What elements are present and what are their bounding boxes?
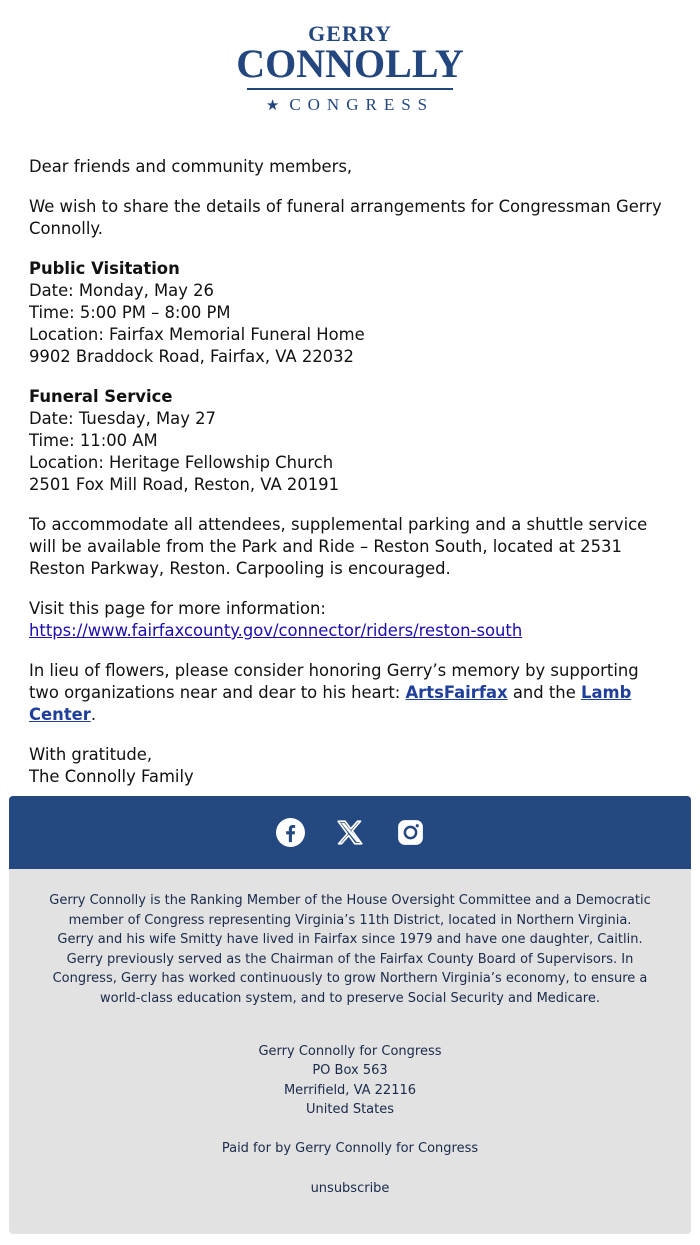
flowers-text: In lieu of flowers, please consider honoring Gerry’s memory by supporting two organizations near and dear to his heart:: [29, 661, 639, 702]
logo-last-name: CONNOLLY: [236, 41, 464, 86]
social-bar: [9, 796, 691, 869]
instagram-icon[interactable]: [395, 818, 425, 848]
flowers-text-and: and the: [507, 683, 581, 702]
closing: With gratitude,: [29, 745, 153, 764]
bio-text: Gerry Connolly is the Ranking Member of the House Oversight Committee and a Democratic member of Congress representing Virginia’s 11th District, located in Northern Virginia. Gerry and his wife Smitty have lived in Fairfax since 1979 and have one daughter, Caitlin. Gerry previously served as the Chairman of the Fairfax County Board of Supervisors. In Congress, Gerry has worked continuously to grow Northern Virginia’s economy, to ensure a world-class education system, and to preserve Social Security and Medicare.: [49, 893, 651, 1006]
visit-text: Visit this page for more information:: [29, 599, 326, 618]
x-icon[interactable]: [335, 818, 365, 848]
address-line: Merrifield, VA 22116: [283, 1082, 417, 1098]
service-heading: Funeral Service: [29, 387, 173, 406]
parking-paragraph: To accommodate all attendees, supplemental parking and a shuttle service will be available from the Park and Ride – Reston South, located at 2531 Reston Parkway, Reston. Carpooling is encouraged.: [29, 515, 648, 578]
address-line: Gerry Connolly for Congress: [258, 1043, 442, 1059]
visitation-time: Time: 5:00 PM – 8:00 PM: [29, 303, 231, 322]
greeting: Dear friends and community members,: [29, 157, 353, 176]
mailing-address: [9, 1042, 691, 1120]
visit-paragraph: [29, 598, 669, 642]
service-time: Time: 11:00 AM: [29, 431, 158, 450]
signature: The Connolly Family: [29, 767, 194, 786]
artsfairfax-link[interactable]: ArtsFairfax: [405, 683, 508, 702]
star-icon: ★: [265, 98, 290, 114]
visitation-date: Date: Monday, May 26: [29, 281, 214, 300]
campaign-logo: [0, 22, 700, 117]
address-line: United States: [305, 1102, 395, 1118]
visitation-heading: Public Visitation: [29, 259, 180, 278]
letter-body: [29, 156, 669, 806]
reston-south-link[interactable]: https://www.fairfaxcounty.gov/connector/riders/reston-south: [29, 621, 523, 640]
visitation-section: [29, 258, 669, 368]
logo-tagline: [0, 94, 700, 117]
address-line: PO Box 563: [312, 1063, 388, 1079]
service-location: Location: Heritage Fellowship Church: [29, 453, 334, 472]
intro-paragraph: We wish to share the details of funeral arrangements for Congressman Gerry Connolly.: [29, 197, 662, 238]
facebook-icon[interactable]: [275, 818, 305, 848]
closing-section: [29, 744, 669, 788]
flowers-paragraph: [29, 660, 669, 726]
service-date: Date: Tuesday, May 27: [29, 409, 216, 428]
visitation-address: 9902 Braddock Road, Fairfax, VA 22032: [29, 347, 354, 366]
logo-tagline-text: CONGRESS: [289, 95, 435, 114]
logo-divider: [247, 88, 453, 90]
unsubscribe-link[interactable]: unsubscribe: [310, 1180, 390, 1196]
paid-for-disclaimer: Paid for by Gerry Connolly for Congress: [221, 1140, 479, 1156]
lamb-center-link[interactable]: Lamb Center: [29, 683, 632, 724]
service-section: [29, 386, 669, 496]
flowers-text-end: .: [90, 705, 97, 724]
email-footer: [9, 796, 691, 1234]
visitation-location: Location: Fairfax Memorial Funeral Home: [29, 325, 365, 344]
service-address: 2501 Fox Mill Road, Reston, VA 20191: [29, 475, 340, 494]
logo-first-name: GERRY: [308, 21, 392, 46]
